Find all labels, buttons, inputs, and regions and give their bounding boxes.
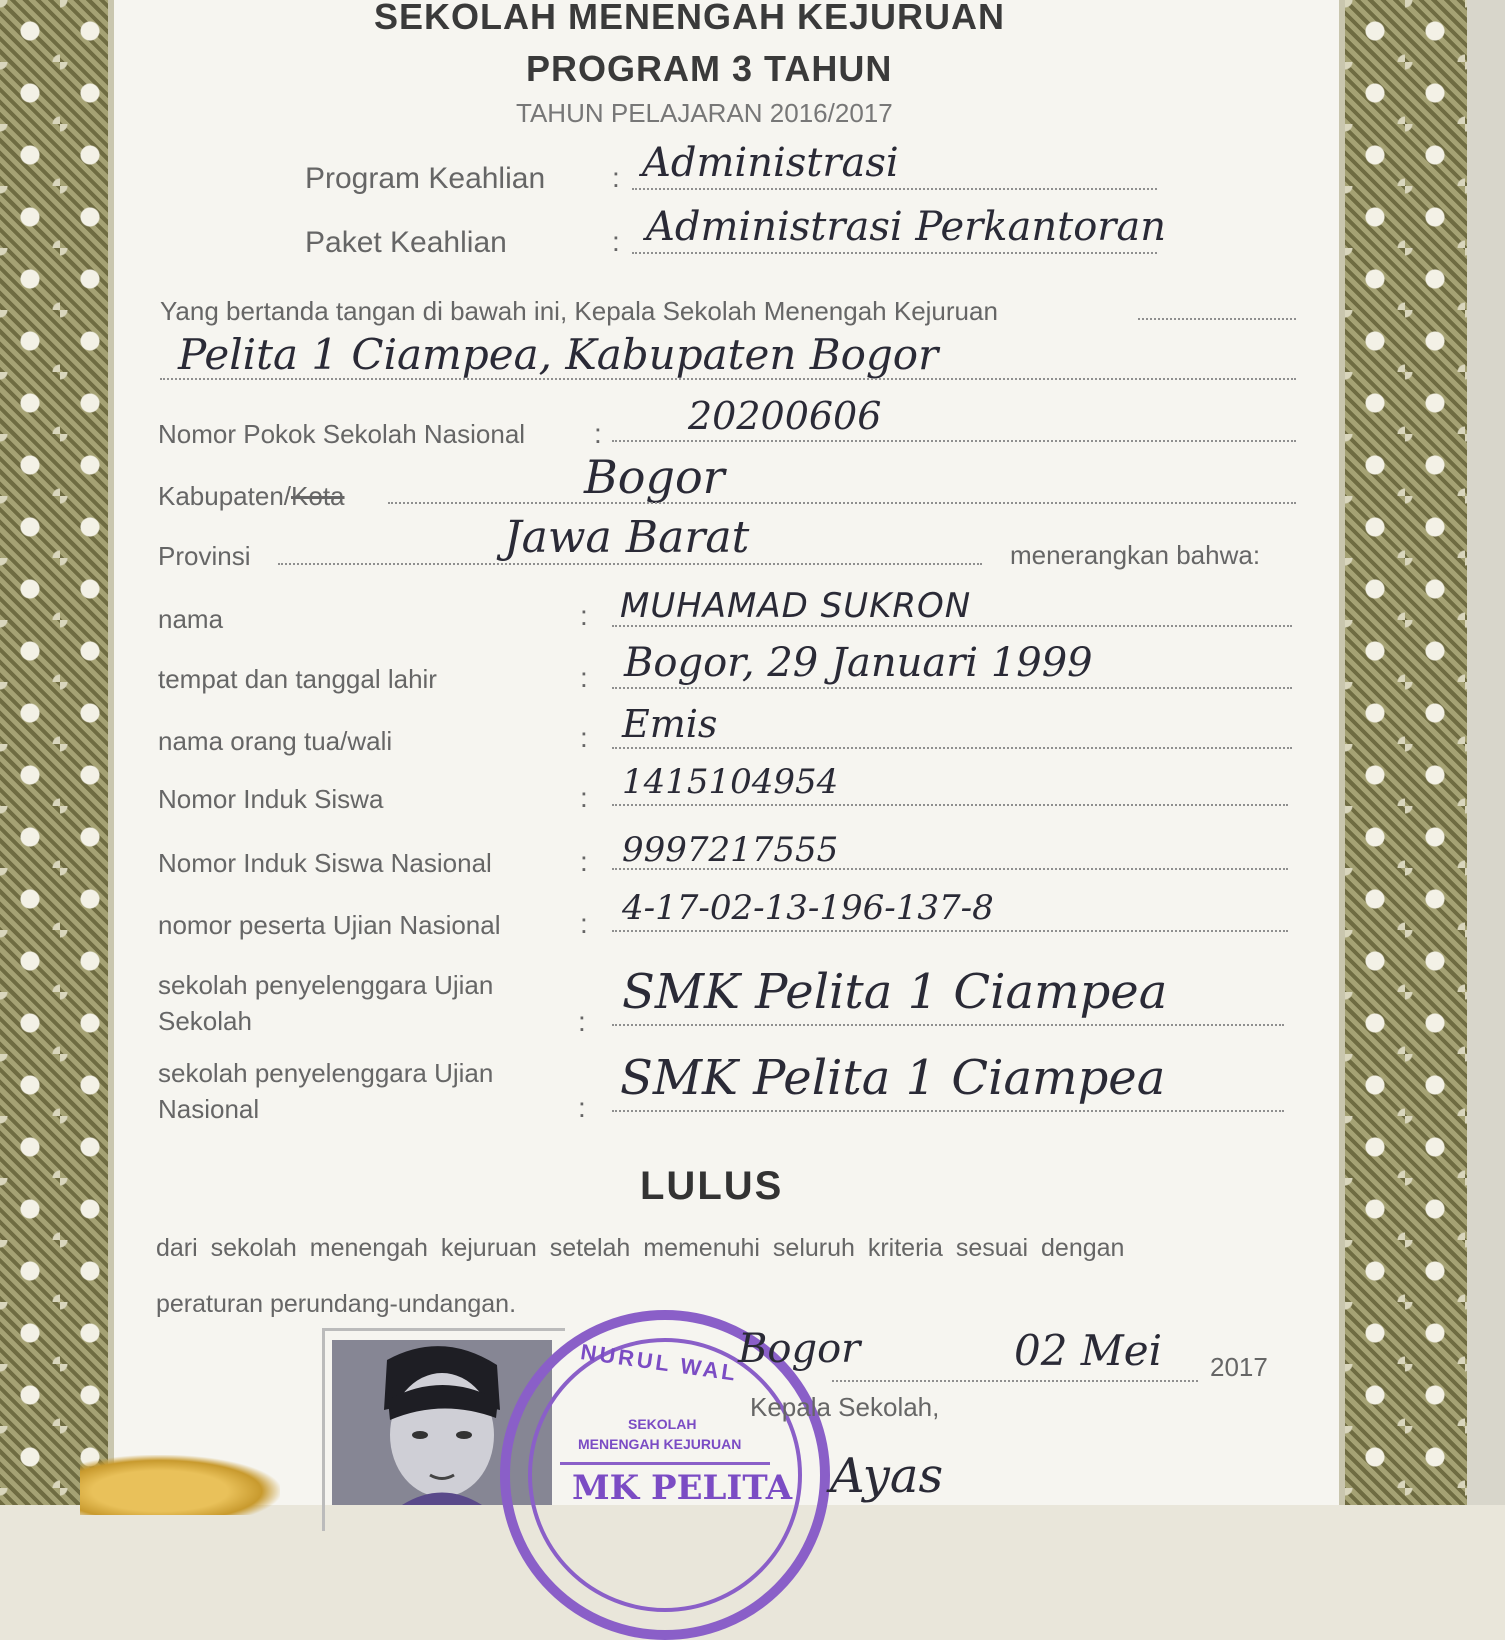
ujian-sekolah-label-line2: Sekolah bbox=[158, 1006, 252, 1036]
dotted-line bbox=[1138, 318, 1296, 320]
field-label-nisn: Nomor Induk Siswa Nasional bbox=[158, 848, 492, 878]
field-value-wali: Emis bbox=[622, 702, 718, 746]
provinsi-suffix: menerangkan bahwa: bbox=[1010, 540, 1261, 570]
paket-keahlian-label: Paket Keahlian bbox=[305, 226, 507, 259]
signature-place: Bogor bbox=[738, 1326, 861, 1372]
signature-scribble: Ayas bbox=[830, 1448, 944, 1504]
dotted-line bbox=[612, 625, 1292, 627]
dotted-line bbox=[632, 252, 1157, 254]
dotted-line bbox=[160, 378, 1296, 380]
colon: : bbox=[580, 846, 588, 877]
ujian-sekolah-label-line1: sekolah penyelenggara Ujian bbox=[158, 970, 494, 1000]
colon: : bbox=[578, 1006, 586, 1037]
colon: : bbox=[580, 782, 588, 813]
stamp-line1: SEKOLAH bbox=[628, 1416, 697, 1432]
stamp-line3: MK PELITA bbox=[572, 1468, 793, 1508]
field-value-nama: MUHAMAD SUKRON bbox=[620, 586, 972, 626]
dotted-line bbox=[612, 930, 1288, 932]
colon: : bbox=[612, 226, 620, 257]
field-value-nisn: 9997217555 bbox=[622, 830, 839, 870]
header-academic-year: TAHUN PELAJARAN 2016/2017 bbox=[516, 98, 893, 128]
ujian-nasional-value: SMK Pelita 1 Ciampea bbox=[620, 1050, 1166, 1106]
dotted-line bbox=[632, 188, 1157, 190]
statement-line2: peraturan perundang-undangan. bbox=[156, 1290, 517, 1318]
paket-keahlian-value: Administrasi Perkantoran bbox=[646, 204, 1167, 250]
kabupaten-value: Bogor bbox=[584, 450, 725, 504]
field-label-ttl: tempat dan tanggal lahir bbox=[158, 664, 437, 694]
field-label-ujian-nasional: nomor peserta Ujian Nasional bbox=[158, 910, 501, 940]
field-label-nama: nama bbox=[158, 604, 224, 634]
colon: : bbox=[580, 722, 588, 753]
ujian-sekolah-value: SMK Pelita 1 Ciampea bbox=[622, 964, 1168, 1020]
npsn-value: 20200606 bbox=[688, 394, 882, 438]
field-label-wali: nama orang tua/wali bbox=[158, 726, 393, 756]
colon: : bbox=[594, 418, 602, 449]
dotted-line bbox=[388, 502, 1296, 504]
program-keahlian-label: Program Keahlian bbox=[305, 162, 546, 195]
ujian-nasional-label-line1: sekolah penyelenggara Ujian bbox=[158, 1058, 494, 1088]
header-school-type: SEKOLAH MENENGAH KEJURUAN bbox=[374, 0, 1006, 37]
intro-text: Yang bertanda tangan di bawah ini, Kepala Sekolah Menengah Kejuruan bbox=[160, 296, 998, 326]
ornamental-border-right bbox=[1345, 0, 1467, 1505]
dotted-line bbox=[612, 1110, 1284, 1112]
colon: : bbox=[578, 1092, 586, 1123]
stamp-line2: MENENGAH KEJURUAN bbox=[578, 1436, 742, 1452]
result-lulus: LULUS bbox=[640, 1164, 784, 1208]
dotted-line bbox=[612, 868, 1288, 870]
ujian-nasional-label-line2: Nasional bbox=[158, 1094, 260, 1124]
dotted-line bbox=[612, 747, 1292, 749]
background-edge bbox=[1467, 0, 1505, 1505]
stamp-divider bbox=[560, 1462, 770, 1465]
npsn-label: Nomor Pokok Sekolah Nasional bbox=[158, 419, 526, 449]
dotted-line bbox=[612, 440, 1296, 442]
colon: : bbox=[580, 662, 588, 693]
statement-line1: dari sekolah menengah kejuruan setelah memenuhi seluruh kriteria sesuai dengan bbox=[156, 1234, 1125, 1262]
field-value-nis: 1415104954 bbox=[622, 762, 839, 802]
field-label-nis: Nomor Induk Siswa bbox=[158, 784, 384, 814]
field-value-ujian-nasional: 4-17-02-13-196-137-8 bbox=[622, 888, 994, 928]
gold-seal bbox=[80, 1455, 280, 1515]
provinsi-label: Provinsi bbox=[158, 541, 251, 571]
colon: : bbox=[612, 162, 620, 193]
stamp-top-arc: NURUL WAL bbox=[579, 1339, 740, 1386]
dotted-line bbox=[612, 804, 1288, 806]
header-program: PROGRAM 3 TAHUN bbox=[526, 48, 893, 89]
colon: : bbox=[580, 600, 588, 631]
signature-title: Kepala Sekolah, bbox=[750, 1392, 940, 1422]
dotted-line bbox=[832, 1380, 1198, 1382]
provinsi-value: Jawa Barat bbox=[504, 512, 750, 563]
dotted-line bbox=[612, 687, 1292, 689]
ornamental-border-left bbox=[0, 0, 108, 1505]
signature-date: 02 Mei bbox=[1014, 1326, 1163, 1375]
field-value-ttl: Bogor, 29 Januari 1999 bbox=[624, 640, 1093, 686]
dotted-line bbox=[278, 563, 982, 565]
signature-year: 2017 bbox=[1210, 1352, 1268, 1382]
school-name-handwritten: Pelita 1 Ciampea, Kabupaten Bogor bbox=[178, 330, 939, 379]
colon: : bbox=[580, 908, 588, 939]
dotted-line bbox=[612, 1024, 1284, 1026]
kabupaten-label: Kabupaten/Kota bbox=[158, 481, 345, 511]
program-keahlian-value: Administrasi bbox=[642, 140, 899, 186]
